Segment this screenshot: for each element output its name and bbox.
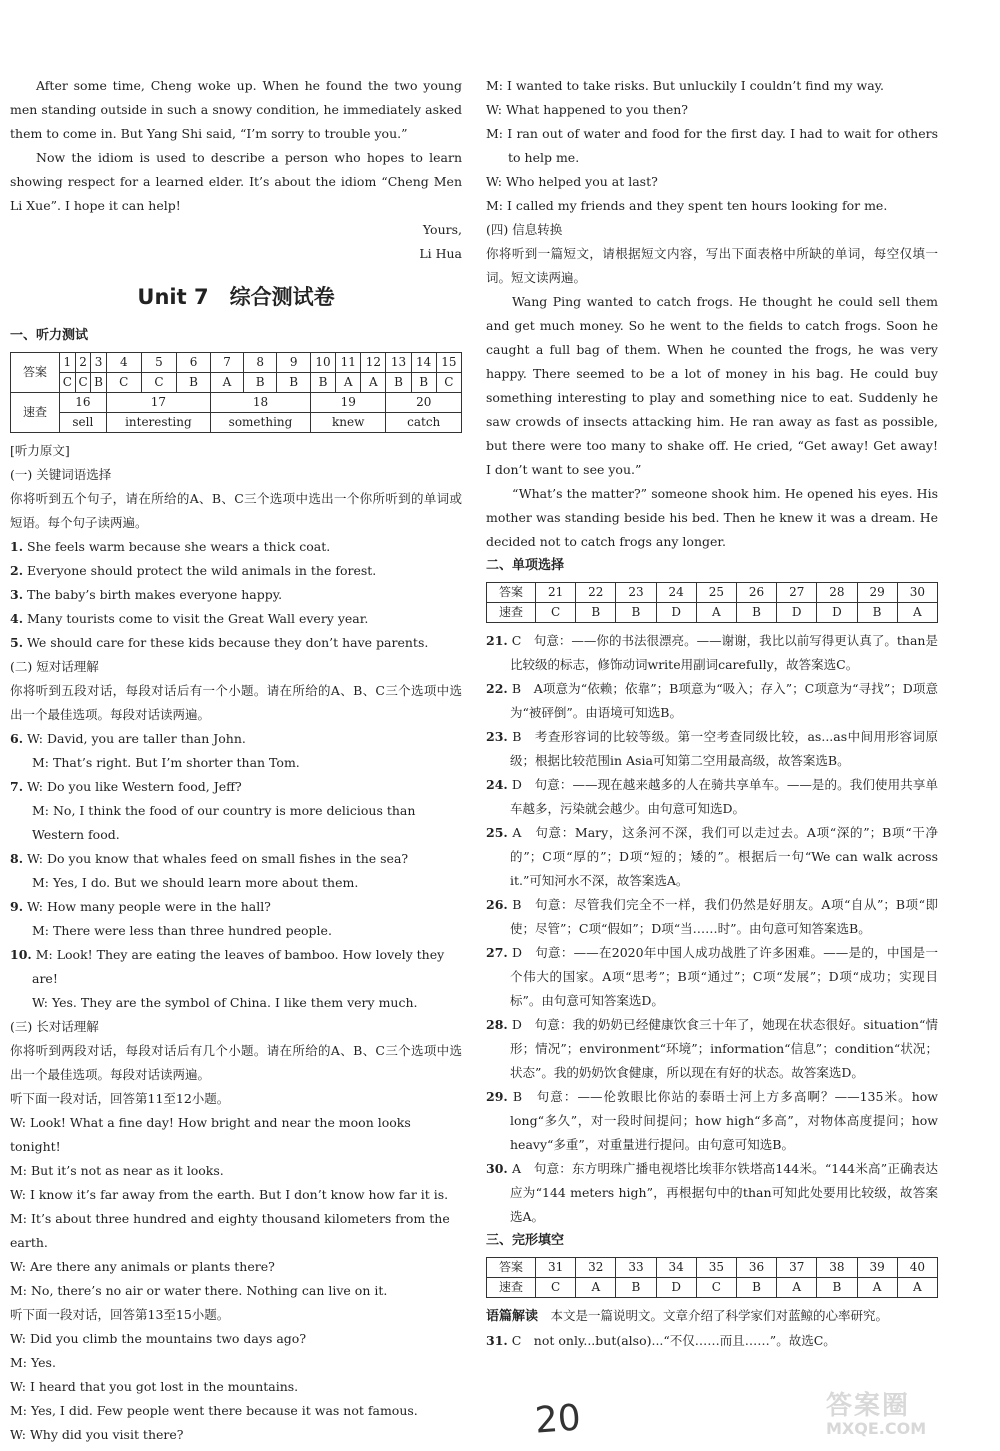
question-number: 33 [616, 1258, 656, 1278]
explanation-item [486, 941, 938, 1013]
answer-cell: B [411, 373, 436, 393]
item-number: 3. [10, 587, 24, 602]
item-number: 1. [10, 539, 24, 554]
item-text: We should care for these kids because they don’t have parents. [27, 635, 429, 650]
dialog-line [10, 775, 462, 799]
answer-cell: C [436, 373, 461, 393]
sentence-item [10, 607, 462, 631]
dialog-line: M: It’s about three hundred and eighty thousand kilometers from the earth. [10, 1211, 450, 1250]
answer-cell: D [817, 603, 857, 623]
question-number: 21 [536, 583, 576, 603]
question-number: 17 [106, 393, 210, 413]
answer-cell: A [897, 603, 937, 623]
question-number: 11 [336, 353, 361, 373]
answer-cell: A [361, 373, 386, 393]
explanation-item [486, 629, 938, 677]
question-number: 23 [616, 583, 656, 603]
question-number: 5 [141, 353, 176, 373]
answer-word: something [211, 413, 311, 433]
section-heading-single-choice: 二、单项选择 [486, 558, 565, 573]
question-number: 14 [411, 353, 436, 373]
answer-word: knew [310, 413, 385, 433]
question-number: 22 [576, 583, 616, 603]
item-number: 21. [486, 633, 508, 648]
transcript-label: [听力原文] [10, 443, 70, 458]
explanation-item [486, 821, 938, 893]
answer-cell: A [211, 373, 244, 393]
explanation-item [486, 725, 938, 773]
item-number: 23. [486, 729, 508, 744]
dialog-line: 听下面一段对话，回答第13至15小题。 [10, 1307, 230, 1322]
explanation-text: D 句意：我的奶奶已经健康饮食三十年了，她现在状态很好。situation“情形；情况”；environment“环境”；information“信息”；condition“状况；状态”。我的奶奶饮食健康，所以现在有好的状态。故答案选D。 [510, 1017, 938, 1080]
answer-cell: D [777, 603, 817, 623]
dialog-text: W: How many people were in the hall? [27, 899, 271, 914]
answer-cell: C [106, 373, 141, 393]
listening-answer-table [10, 352, 462, 433]
answer-cell: A [777, 1278, 817, 1298]
item-number: 7. [10, 779, 24, 794]
question-number: 38 [817, 1258, 857, 1278]
letter-signature: Li Hua [419, 246, 462, 261]
unit-title: Unit 7 综合测试卷 [137, 285, 335, 309]
question-number: 10 [310, 353, 335, 373]
item-number: 24. [486, 777, 508, 792]
dialog-line: W: Yes. They are the symbol of China. I like them very much. [32, 995, 418, 1010]
question-number: 27 [777, 583, 817, 603]
question-number: 37 [777, 1258, 817, 1278]
dialog-line [10, 895, 462, 919]
item-text: Everyone should protect the wild animals in the forest. [27, 563, 377, 578]
reading-label: 语篇解读 [486, 1309, 539, 1324]
item-text: The baby’s birth makes everyone happy. [27, 587, 283, 602]
section-heading-listening: 一、听力测试 [10, 328, 89, 343]
item-number: 30. [486, 1161, 508, 1176]
dialog-text: M: Look! They are eating the leaves of bamboo. How lovely they are! [32, 947, 445, 986]
letter-paragraph: After some time, Cheng woke up. When he found the two young men standing outside in such a snowy condition, he immediately asked them to come in. But Yang Shi said, “I’m sorry to trouble you.” [10, 78, 462, 141]
sentence-item [10, 583, 462, 607]
sentence-item [10, 631, 462, 655]
question-number: 4 [106, 353, 141, 373]
section-heading-cloze: 三、完形填空 [486, 1233, 565, 1248]
question-number: 9 [277, 353, 311, 373]
explanation-item [486, 1085, 938, 1157]
item-number: 4. [10, 611, 24, 626]
dialog-line: M: But it’s not as near as it looks. [10, 1163, 224, 1178]
explanation-text: D 句意：——现在越来越多的人在骑共享单车。——是的。我们使用共享单车越多，污染就会越少。由句意可知选D。 [510, 777, 938, 816]
question-number: 29 [857, 583, 897, 603]
item-number: 29. [486, 1089, 508, 1104]
part-heading: (三) 长对话理解 [10, 1019, 99, 1034]
check-label: 速查 [487, 603, 536, 623]
dialog-text: W: Do you know that whales feed on small fishes in the sea? [27, 851, 409, 866]
item-number: 6. [10, 731, 24, 746]
question-number: 36 [736, 1258, 776, 1278]
left-column [10, 74, 462, 1447]
answer-cell: B [616, 603, 656, 623]
answer-cell: B [310, 373, 335, 393]
dialog-line: M: I called my friends and they spent ten hours looking for me. [486, 198, 888, 213]
letter-closing: Yours, [422, 222, 462, 237]
part-instruction: 你将听到两段对话，每段对话后有几个小题。请在所给的A、B、C三个选项中选出一个最佳选项。每段对话读两遍。 [10, 1043, 462, 1082]
answer-cell: A [576, 1278, 616, 1298]
item-number: 28. [486, 1017, 508, 1032]
single-choice-answer-table [486, 582, 938, 623]
dialog-line: M: No, I think the food of our country is more delicious than Western food. [32, 803, 416, 842]
answer-cell: A [897, 1278, 937, 1298]
explanation-text: B A项意为“依赖；依靠”；B项意为“吸入；存入”；C项意为“寻找”；D项意为“被砰倒”。由语境可知选B。 [510, 681, 938, 720]
question-number: 28 [817, 583, 857, 603]
question-number: 35 [696, 1258, 736, 1278]
letter-paragraph: Now the idiom is used to describe a person who hopes to learn showing respect for a learned elder. It’s about the idiom “Cheng Men Li Xue”. I hope it can help! [10, 150, 462, 213]
answer-cell: A [696, 603, 736, 623]
item-number: 26. [486, 897, 508, 912]
question-number: 3 [91, 353, 106, 373]
question-number: 8 [243, 353, 276, 373]
answer-cell: B [91, 373, 106, 393]
question-number: 24 [656, 583, 696, 603]
item-number: 27. [486, 945, 508, 960]
question-number: 2 [75, 353, 91, 373]
dialog-line [10, 847, 462, 871]
explanation-item [486, 1013, 938, 1085]
question-number: 20 [386, 393, 462, 413]
sentence-item [10, 535, 462, 559]
answer-cell: B [243, 373, 276, 393]
cloze-answer-table [486, 1257, 938, 1298]
explanation-text: B 句意：——伦敦眼比你站的泰晤士河上方多高啊？——135米。how long“多久”，对一段时间提问；how high“多高”，对物体高度提问；how heavy“多重”，对重量进行提问。由句意可知选B。 [510, 1089, 938, 1152]
answer-cell: B [857, 603, 897, 623]
part-heading: (四) 信息转换 [486, 222, 563, 237]
item-text: Many tourists come to visit the Great Wall every year. [27, 611, 369, 626]
watermark-url: MXQE.COM [826, 1419, 927, 1438]
question-number: 26 [736, 583, 776, 603]
answer-cell: D [656, 1278, 696, 1298]
explanation-item [486, 893, 938, 941]
watermark [826, 1392, 986, 1442]
answer-cell: C [696, 1278, 736, 1298]
answer-cell: B [177, 373, 211, 393]
dialog-line: W: Look! What a fine day! How bright and near the moon looks tonight! [10, 1115, 411, 1154]
question-number: 25 [696, 583, 736, 603]
reading-analysis [486, 1304, 938, 1329]
explanation-item [486, 773, 938, 821]
dialog-line: 听下面一段对话，回答第11至12小题。 [10, 1091, 230, 1106]
dialog-line: M: That’s right. But I’m shorter than Tom. [32, 755, 300, 770]
explanation-item [486, 1329, 938, 1353]
answer-cell: B [576, 603, 616, 623]
question-number: 15 [436, 353, 461, 373]
explanation-text: C 句意：——你的书法很漂亮。——谢谢，我比以前写得更认真了。than是比较级的标志，修饰动词write用副词carefully，故答案选C。 [510, 633, 938, 672]
check-label: 速查 [487, 1278, 536, 1298]
item-number: 10. [10, 947, 32, 962]
answer-cell: B [277, 373, 311, 393]
explanation-text: C not only...but(also)...“不仅……而且……”。故选C。 [511, 1333, 836, 1348]
answer-cell: B [386, 373, 411, 393]
check-label: 速查 [11, 393, 60, 433]
part-heading: (二) 短对话理解 [10, 659, 99, 674]
question-number: 32 [576, 1258, 616, 1278]
dialog-line: W: I heard that you got lost in the mountains. [10, 1379, 299, 1394]
explanation-text: D 句意：——在2020年中国人成功战胜了许多困难。——是的，中国是一个伟大的国家。A项“思考”；B项“通过”；C项“发展”；D项“成功；实现目标”。由句意可知答案选D。 [510, 945, 938, 1008]
answer-label: 答案 [11, 353, 60, 393]
answer-cell: D [656, 603, 696, 623]
question-number: 31 [536, 1258, 576, 1278]
question-number: 18 [211, 393, 311, 413]
explanation-text: B 句意：尽管我们完全不一样，我们仍然是好朋友。A项“自从”；B项“即使；尽管”；C项“假如”；D项“当……时”。由句意可知答案选B。 [510, 897, 938, 936]
question-number: 19 [310, 393, 385, 413]
answer-cell: B [736, 1278, 776, 1298]
dialog-line: M: No, there’s no air or water there. Nothing can live on it. [10, 1283, 388, 1298]
dialog-line: M: Yes, I did. Few people went there because it was not famous. [10, 1403, 418, 1418]
question-number: 13 [386, 353, 411, 373]
item-number: 5. [10, 635, 24, 650]
answer-cell: B [817, 1278, 857, 1298]
explanation-item [486, 677, 938, 725]
answer-cell: C [536, 1278, 576, 1298]
dialog-line: W: Did you climb the mountains two days ago? [10, 1331, 307, 1346]
part-instruction: 你将听到五段对话，每段对话后有一个小题。请在所给的A、B、C三个选项中选出一个最佳选项。每段对话读两遍。 [10, 683, 462, 722]
explanation-text: B 考查形容词的比较等级。第一空考查同级比较，as...as中间用形容词原级；根据比较范围in Asia可知第二空用最高级，故答案选B。 [510, 729, 939, 768]
item-number: 2. [10, 563, 24, 578]
answer-word: catch [386, 413, 462, 433]
passage-paragraph: Wang Ping wanted to catch frogs. He thought he could sell them and get much money. So he went to the fields to catch frogs. Soon he caught a full bag of them. When he counted the frogs, he was very happy. There seemed to be a lot of money in his bag. He could buy something interesting to play and something nice to eat. Suddenly he saw crowds of insects attacking him. He ran away as fast as possible, but there were too many to shake off. He cried, “Get away! Get away! I don’t want to see you.” [486, 294, 938, 477]
answer-word: interesting [106, 413, 210, 433]
dialog-line: W: What happened to you then? [486, 102, 688, 117]
dialog-line [10, 943, 462, 991]
answer-cell: C [75, 373, 91, 393]
item-number: 9. [10, 899, 24, 914]
question-number: 7 [211, 353, 244, 373]
dialog-line: M: Yes. [10, 1355, 56, 1370]
answer-cell: A [857, 1278, 897, 1298]
dialog-line: W: Are there any animals or plants there? [10, 1259, 275, 1274]
dialog-text: W: Do you like Western food, Jeff? [27, 779, 242, 794]
answer-cell: C [141, 373, 176, 393]
answer-cell: C [536, 603, 576, 623]
answer-label: 答案 [487, 1258, 536, 1278]
dialog-line: M: There were less than three hundred people. [32, 923, 332, 938]
item-text: She feels warm because she wears a thick coat. [27, 539, 331, 554]
question-number: 40 [897, 1258, 937, 1278]
question-number: 30 [897, 583, 937, 603]
question-number: 6 [177, 353, 211, 373]
item-number: 22. [486, 681, 508, 696]
item-number: 31. [486, 1333, 508, 1348]
part-instruction: 你将听到五个句子，请在所给的A、B、C三个选项中选出一个你所听到的单词或短语。每个句子读两遍。 [10, 491, 462, 530]
dialog-line: M: I wanted to take risks. But unluckily I couldn’t find my way. [486, 78, 885, 93]
item-number: 25. [486, 825, 508, 840]
answer-cell: B [736, 603, 776, 623]
dialog-text: W: David, you are taller than John. [27, 731, 246, 746]
dialog-line: M: I ran out of water and food for the first day. I had to wait for others to help me. [486, 126, 938, 165]
answer-cell: A [336, 373, 361, 393]
part-heading: (一) 关键词语选择 [10, 467, 112, 482]
answer-cell: B [616, 1278, 656, 1298]
part-instruction: 你将听到一篇短文，请根据短文内容，写出下面表格中所缺的单词，每空仅填一词。短文读两遍。 [486, 246, 938, 285]
watermark-logo: 答案圈 [826, 1391, 911, 1421]
handwritten-page-number: 20 [533, 1397, 583, 1442]
explanation-item [486, 1157, 938, 1229]
dialog-line: M: Yes, I do. But we should learn more about them. [32, 875, 359, 890]
answer-word: sell [60, 413, 107, 433]
question-number: 1 [60, 353, 76, 373]
passage-paragraph: “What’s the matter?” someone shook him. He opened his eyes. His mother was standing beside his bed. Then he knew it was a dream. He decided not to catch frogs any longer. [486, 486, 938, 549]
answer-label: 答案 [487, 583, 536, 603]
explanation-text: A 句意：东方明珠广播电视塔比埃菲尔铁塔高144米。“144米高”正确表达应为“144 meters high”，再根据句中的than可知此处要用比较级，故答案选A。 [510, 1161, 938, 1224]
question-number: 12 [361, 353, 386, 373]
reading-text: 本文是一篇说明文。文章介绍了科学家们对蓝鲸的心率研究。 [538, 1308, 889, 1323]
right-column [486, 74, 938, 1353]
explanation-text: A 句意：Mary，这条河不深，我们可以走过去。A项“深的”；B项“干净的”；C项“厚的”；D项“短的；矮的”。根据后一句“We can walk across it.”可知河水不深，故答案选A。 [510, 825, 938, 888]
question-number: 34 [656, 1258, 696, 1278]
question-number: 16 [60, 393, 107, 413]
answer-cell: C [60, 373, 76, 393]
dialog-line: W: I know it’s far away from the earth. But I don’t know how far it is. [10, 1187, 449, 1202]
dialog-line: W: Why did you visit there? [10, 1427, 184, 1442]
dialog-line [10, 727, 462, 751]
sentence-item [10, 559, 462, 583]
question-number: 39 [857, 1258, 897, 1278]
item-number: 8. [10, 851, 24, 866]
dialog-line: W: Who helped you at last? [486, 174, 658, 189]
